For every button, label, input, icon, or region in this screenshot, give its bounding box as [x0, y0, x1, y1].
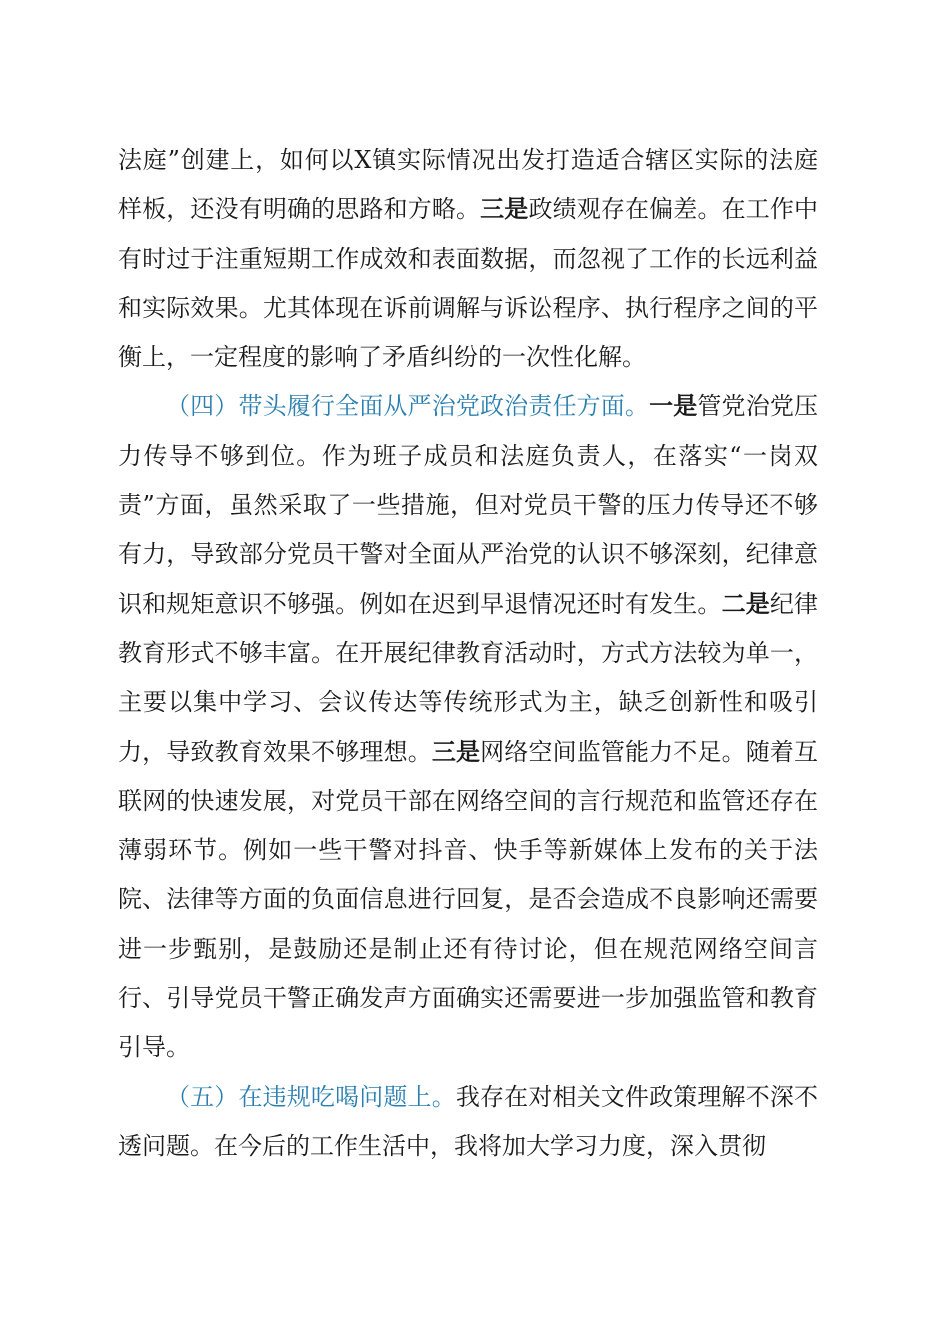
item-marker-two: 二是	[721, 589, 770, 618]
item-marker-three: 三是	[431, 737, 481, 766]
paragraph-section-five	[118, 1073, 818, 1172]
item-marker-three: 三是	[480, 195, 529, 224]
paragraph-text: 法庭”创建上，如何以X镇实际情况出发打造适合辖区实际的法庭样板，还没有明确的思路和方略。	[118, 146, 818, 224]
paragraph-text: 网络空间监管能力不足。随着互联网的快速发展，对党员干部在网络空间的言行规范和监管还存在薄弱环节。例如一些干警对抖音、快手等新媒体上发布的关于法院、法律等方面的负面信息进行回复，是否会造成不良影响还需要进一步甄别，是鼓励还是制止还有待讨论，但在规范网络空间言行、引导党员干警正确发声方面确实还需要进一步加强监管和教育引导。	[118, 737, 819, 1062]
paragraph-text: 管党治党压力传导不够到位。作为班子成员和法庭负责人，在落实“一岗双责”方面，虽然采取了一些措施，但对党员干警的压力传导还不够有力，导致部分党员干警对全面从严治党的认识不够深刻，纪律意识和规矩意识不够强。例如在迟到早退情况还时有发生。	[118, 392, 819, 618]
section-heading-four: （四）带头履行全面从严治党政治责任方面。	[166, 392, 650, 421]
paragraph-text: 纪律教育形式不够丰富。在开展纪律教育活动时，方式方法较为单一，主要以集中学习、会议传达等传统形式为主，缺乏创新性和吸引力，导致教育效果不够理想。	[118, 589, 819, 766]
paragraph-continuation	[118, 136, 818, 382]
section-heading-five: （五）在违规吃喝问题上。	[166, 1082, 456, 1111]
document-body	[118, 136, 818, 1171]
paragraph-text: 我存在对相关文件政策理解不深不透问题。在今后的工作生活中，我将加大学习力度，深入贯彻	[118, 1082, 819, 1160]
paragraph-text: 政绩观存在偏差。在工作中有时过于注重短期工作成效和表面数据，而忽视了工作的长远利益和实际效果。尤其体现在诉前调解与诉讼程序、执行程序之间的平衡上，一定程度的影响了矛盾纠纷的一次性化解。	[118, 195, 819, 372]
item-marker-one: 一是	[649, 392, 698, 421]
paragraph-section-four	[118, 382, 818, 1072]
